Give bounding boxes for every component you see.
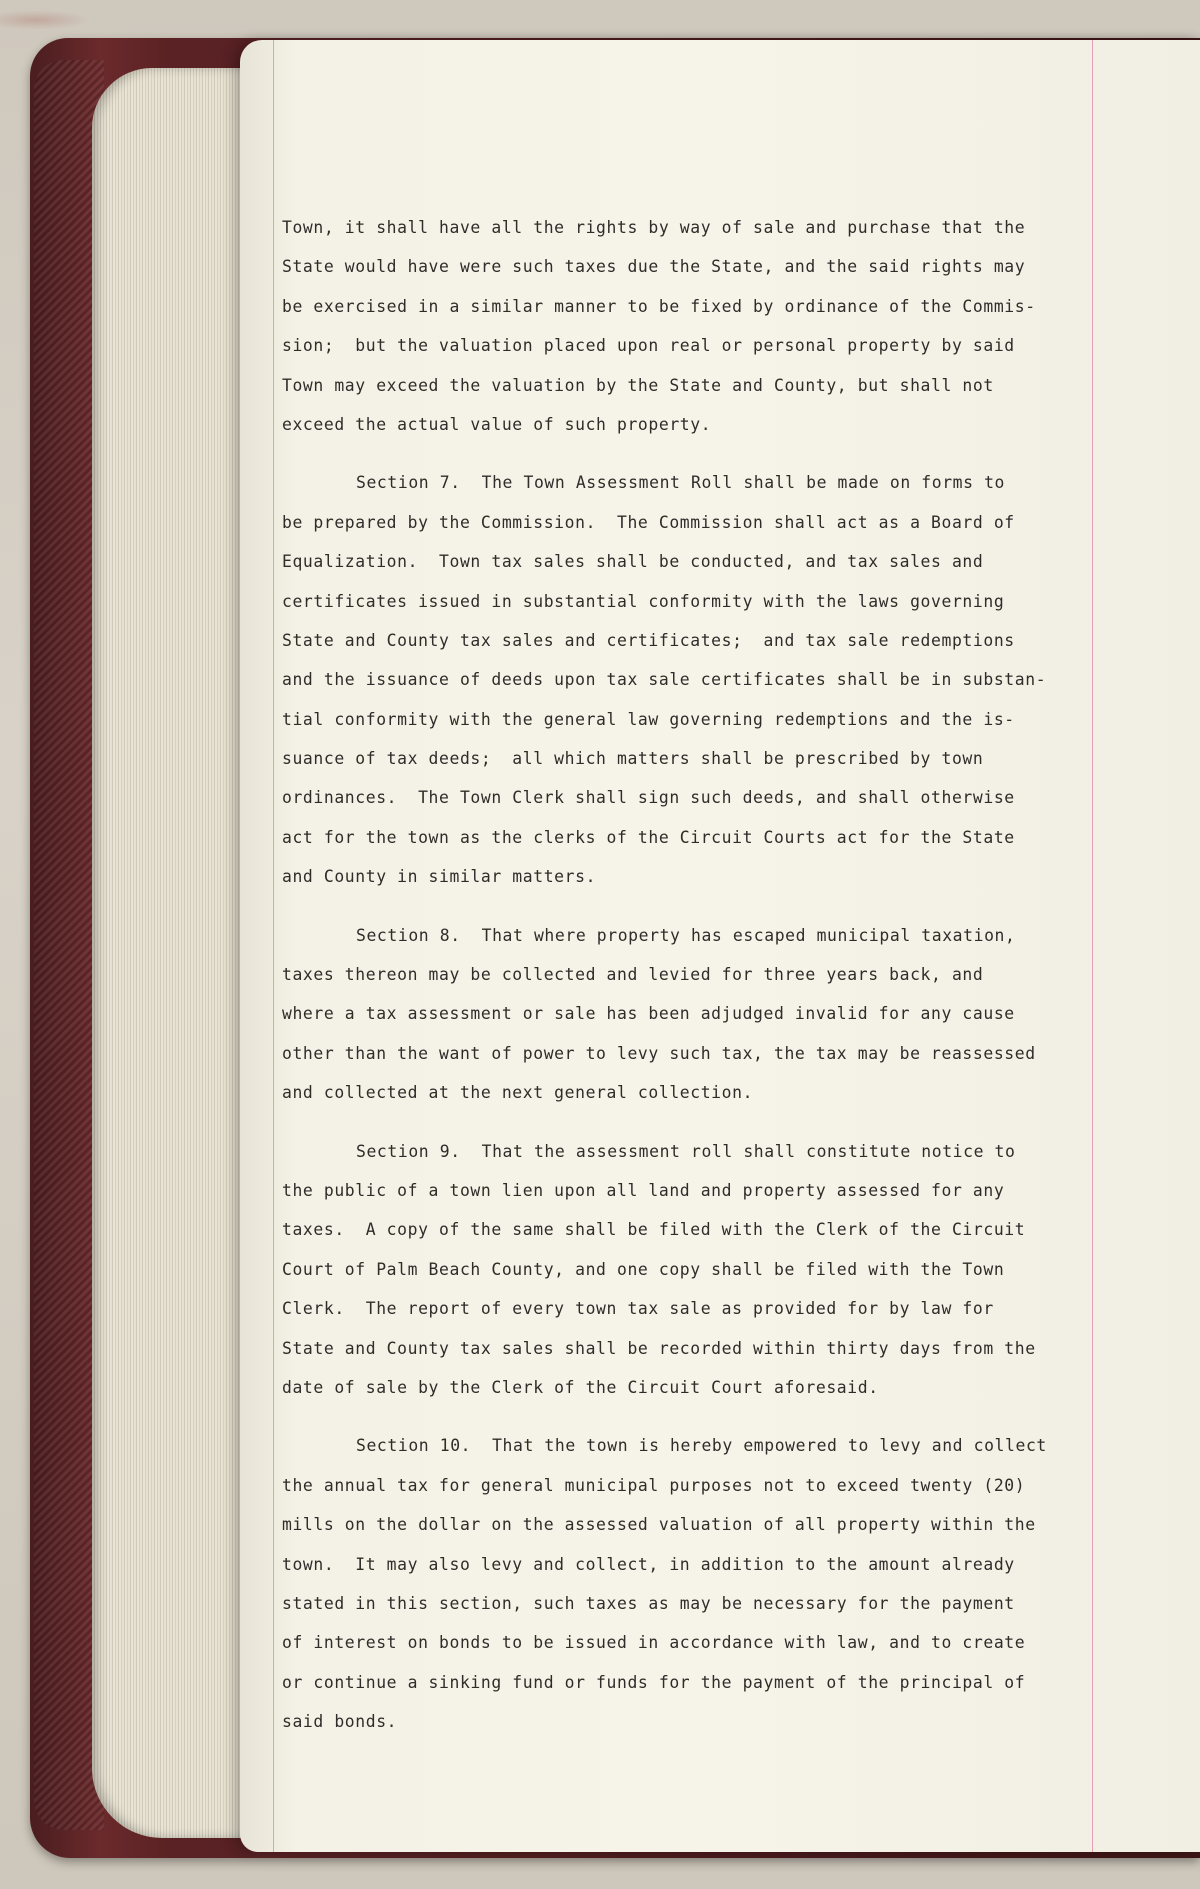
- text-line: date of sale by the Clerk of the Circuit Court aforesaid.: [282, 1377, 879, 1397]
- text-line: Section 10. That the town is hereby empowered to levy and collect: [356, 1436, 1047, 1456]
- text-line: Clerk. The report of every town tax sale as provided for by law for: [282, 1299, 994, 1319]
- text-line: and the issuance of deeds upon tax sale certificates shall be in substan-: [282, 670, 1047, 690]
- text-line: taxes thereon may be collected and levied for three years back, and: [282, 965, 984, 985]
- text-line: tial conformity with the general law governing redemptions and the is-: [282, 709, 1015, 729]
- text-line: the public of a town lien upon all land and property assessed for any: [282, 1180, 1005, 1200]
- text-line: be prepared by the Commission. The Commission shall act as a Board of: [282, 512, 1015, 532]
- text-line: other than the want of power to levy such tax, the tax may be reassessed: [282, 1043, 1036, 1063]
- text-line: Court of Palm Beach County, and one copy shall be filed with the Town: [282, 1259, 1005, 1279]
- text-line: State and County tax sales and certificates; and tax sale redemptions: [282, 630, 1015, 650]
- text-line: State would have were such taxes due the State, and the said rights may: [282, 257, 1026, 277]
- text-line: suance of tax deeds; all which matters shall be prescribed by town: [282, 749, 984, 769]
- text-line: Town, it shall have all the rights by way of sale and purchase that the: [282, 218, 1026, 237]
- text-line: Town may exceed the valuation by the State and County, but shall not: [282, 375, 994, 395]
- text-line: Equalization. Town tax sales shall be conducted, and tax sales and: [282, 552, 984, 572]
- text-line: Section 8. That where property has escaped municipal taxation,: [356, 925, 1016, 945]
- text-line: or continue a sinking fund or funds for the payment of the principal of: [282, 1672, 1026, 1692]
- left-margin-rule: [273, 40, 274, 1852]
- text-line: mills on the dollar on the assessed valuation of all property within the: [282, 1515, 1036, 1535]
- text-line: of interest on bonds to be issued in accordance with law, and to create: [282, 1633, 1026, 1653]
- text-line: State and County tax sales shall be recorded within thirty days from the: [282, 1338, 1036, 1358]
- text-line: act for the town as the clerks of the Circuit Courts act for the State: [282, 827, 1015, 847]
- text-line: sion; but the valuation placed upon real or personal property by said: [282, 336, 1015, 356]
- text-line: said bonds.: [282, 1712, 398, 1732]
- text-line: be exercised in a similar manner to be fixed by ordinance of the Commis-: [282, 296, 1036, 316]
- text-line: stated in this section, such taxes as may be necessary for the payment: [282, 1593, 1015, 1613]
- text-line: and collected at the next general collection.: [282, 1083, 754, 1103]
- paragraph-gap: [282, 1113, 1142, 1132]
- paper-scuff: [0, 10, 90, 30]
- paragraph-gap: [282, 897, 1142, 916]
- typed-text-body: [282, 208, 1142, 1741]
- text-line: where a tax assessment or sale has been adjudged invalid for any cause: [282, 1004, 1015, 1024]
- text-line: exceed the actual value of such property.: [282, 414, 712, 434]
- paragraph-gap: [282, 1407, 1142, 1426]
- text-line: ordinances. The Town Clerk shall sign such deeds, and shall otherwise: [282, 788, 1015, 808]
- ledger-page: [240, 40, 1200, 1852]
- text-line: Section 7. The Town Assessment Roll shall be made on forms to: [356, 473, 1006, 493]
- text-line: the annual tax for general municipal purposes not to exceed twenty (20): [282, 1475, 1026, 1495]
- text-line: certificates issued in substantial conformity with the laws governing: [282, 591, 1005, 611]
- text-line: town. It may also levy and collect, in addition to the amount already: [282, 1554, 1015, 1574]
- paragraph-gap: [282, 444, 1142, 463]
- text-line: taxes. A copy of the same shall be filed with the Clerk of the Circuit: [282, 1220, 1026, 1240]
- text-line: Section 9. That the assessment roll shall constitute notice to: [356, 1141, 1016, 1161]
- text-line: and County in similar matters.: [282, 867, 597, 887]
